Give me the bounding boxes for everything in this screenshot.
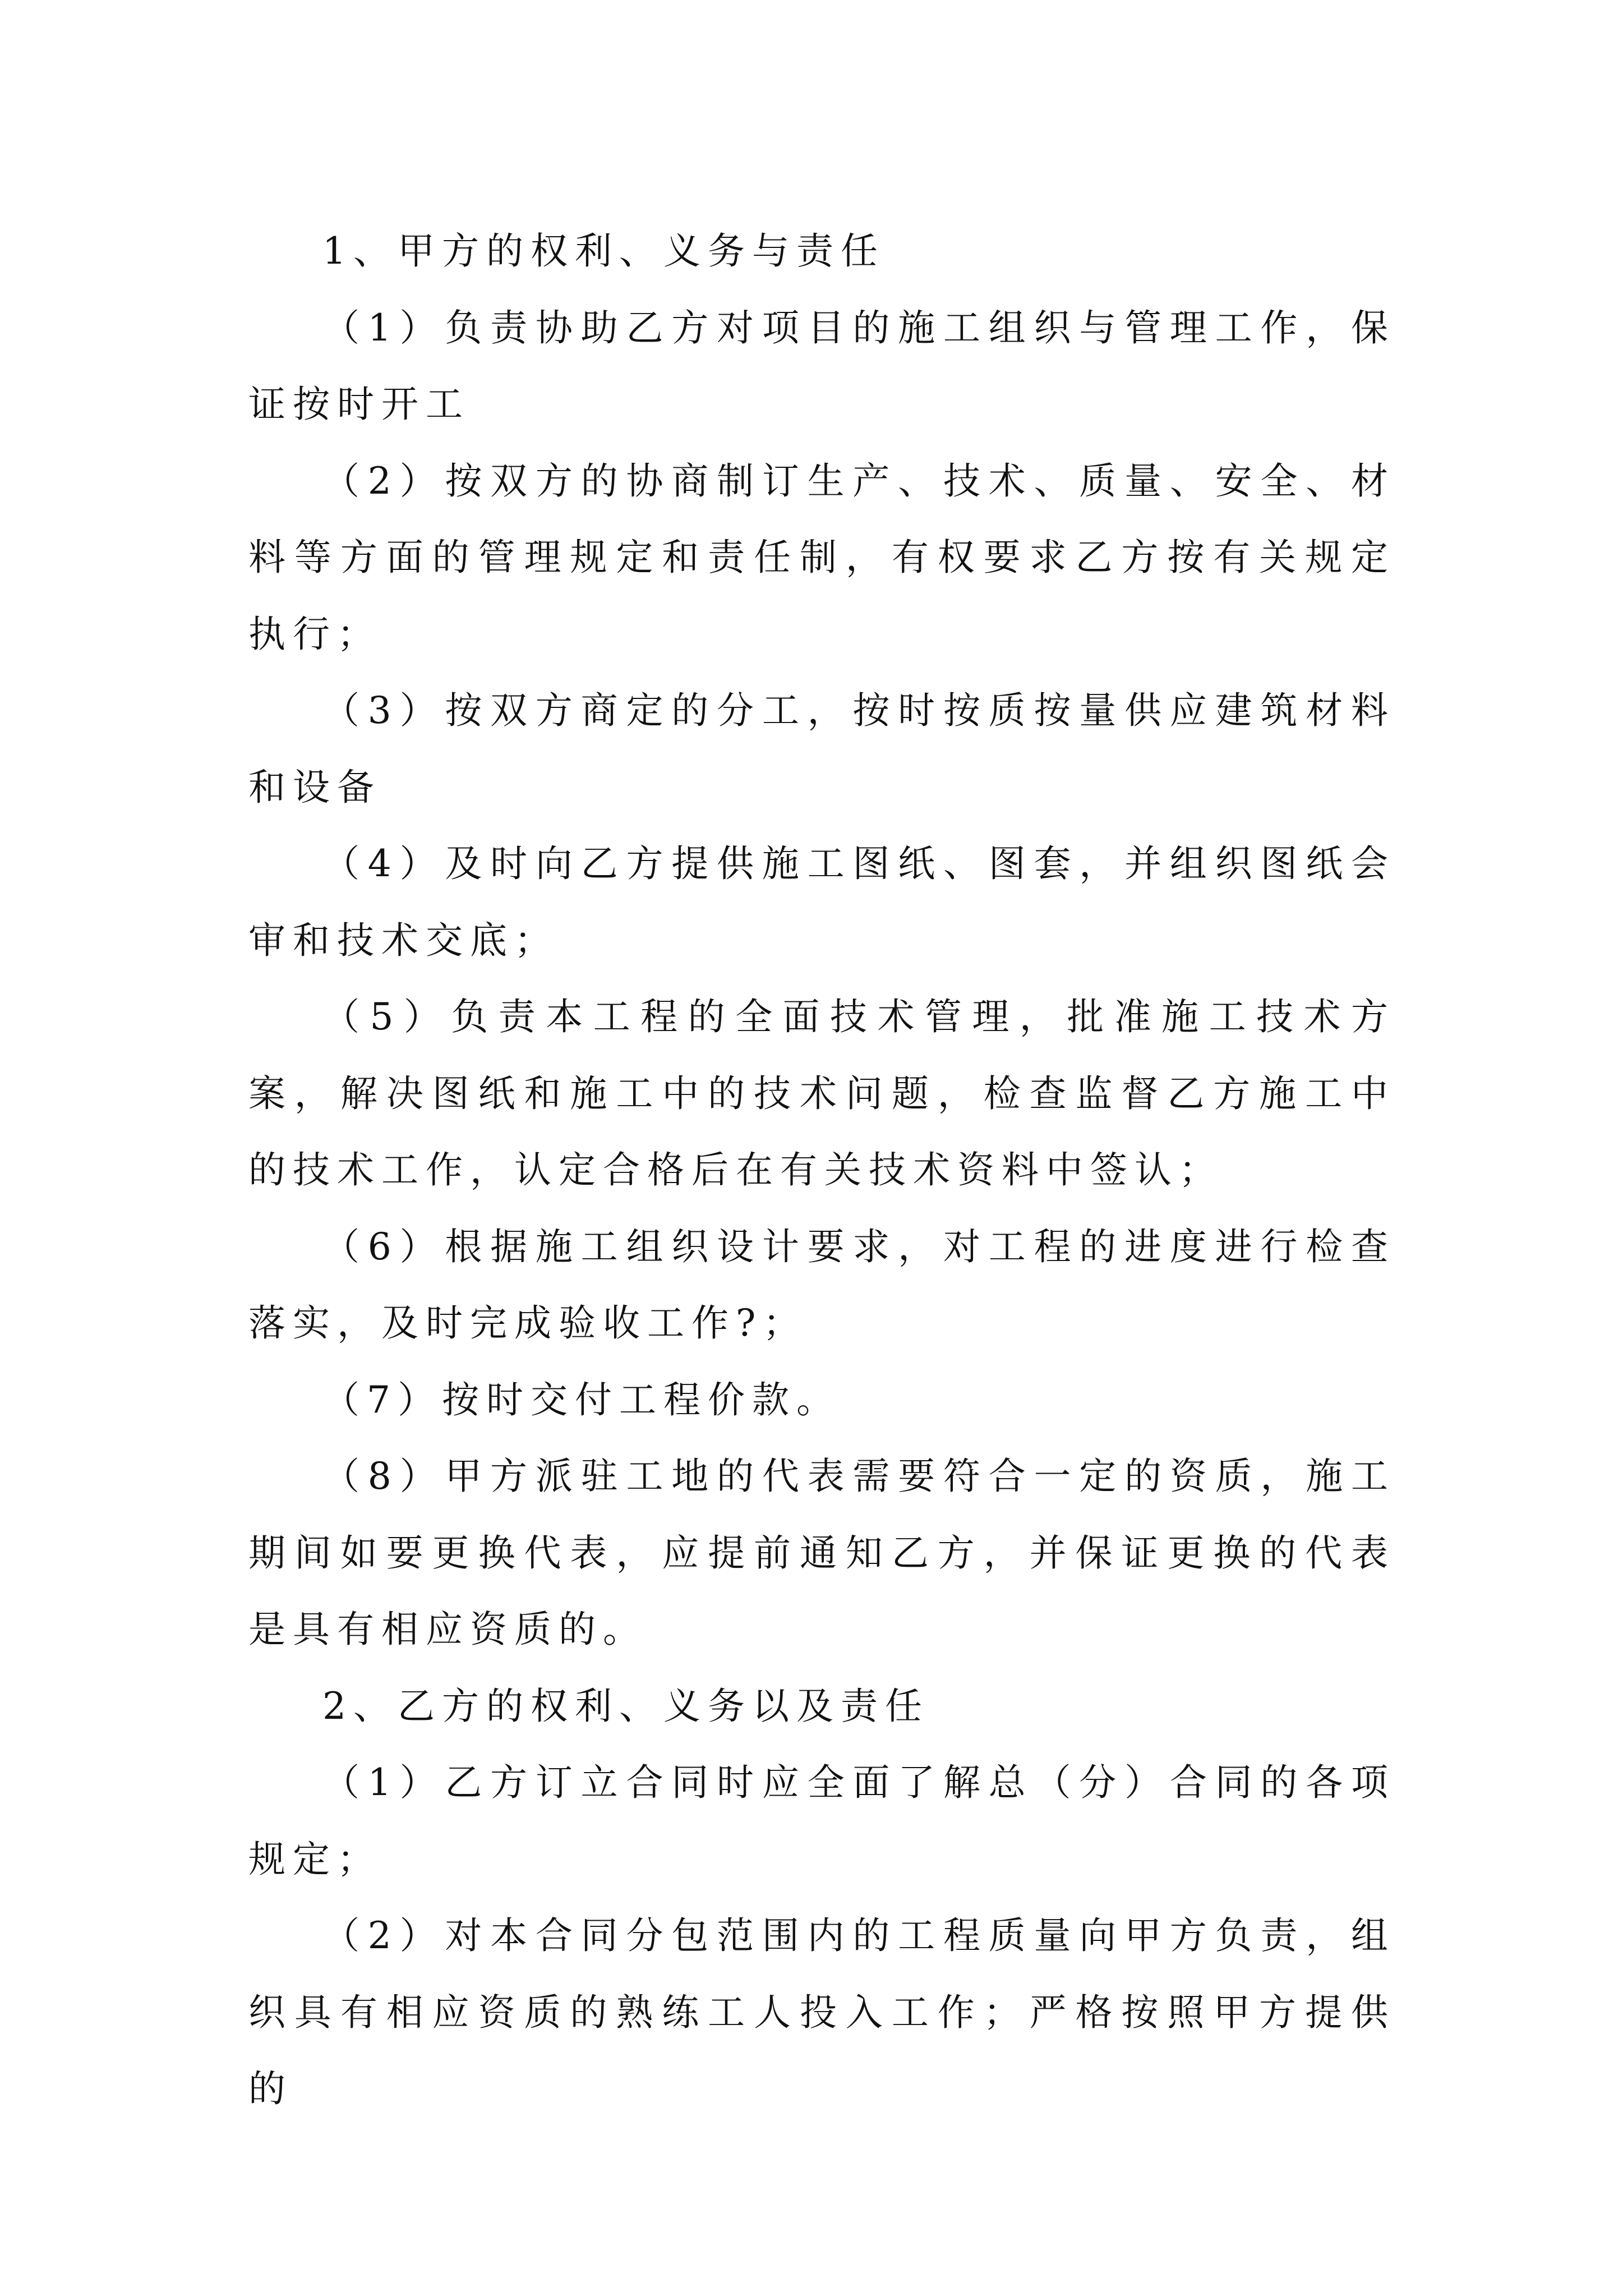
- paragraph-a1: （1）负责协助乙方对项目的施工组织与管理工作，保证按时开工: [248, 306, 1395, 426]
- paragraph-a4: （4）及时向乙方提供施工图纸、图套，并组织图纸会审和技术交底；: [248, 842, 1395, 962]
- document-body: [248, 213, 1395, 2128]
- paragraph-b1: （1）乙方订立合同时应全面了解总（分）合同的各项规定；: [248, 1761, 1395, 1881]
- paragraph-a5: （5）负责本工程的全面技术管理，批准施工技术方案，解决图纸和施工中的技术问题，检查监督乙方施工中的技术工作，认定合格后在有关技术资料中签认；: [248, 995, 1395, 1191]
- paragraph-a7: （7）按时交付工程价款。: [322, 1378, 841, 1421]
- paragraph-b2: （2）对本合同分包范围内的工程质量向甲方负责，组织具有相应资质的熟练工人投入工作；严格按照甲方提供的: [248, 1914, 1395, 2110]
- section-heading-party-a: 1、甲方的权利、义务与责任: [322, 229, 885, 273]
- paragraph-a6: （6）根据施工组织设计要求，对工程的进度进行检查落实，及时完成验收工作?；: [248, 1225, 1395, 1345]
- paragraph-a3: （3）按双方商定的分工，按时按质按量供应建筑材料和设备: [248, 689, 1395, 809]
- paragraph-a8: （8）甲方派驻工地的代表需要符合一定的资质，施工期间如要更换代表，应提前通知乙方，并保证更换的代表是具有相应资质的。: [248, 1455, 1395, 1651]
- paragraph-a2: （2）按双方的协商制订生产、技术、质量、安全、材料等方面的管理规定和责任制，有权要求乙方按有关规定执行；: [248, 459, 1395, 656]
- section-heading-party-b: 2、乙方的权利、义务以及责任: [322, 1684, 929, 1728]
